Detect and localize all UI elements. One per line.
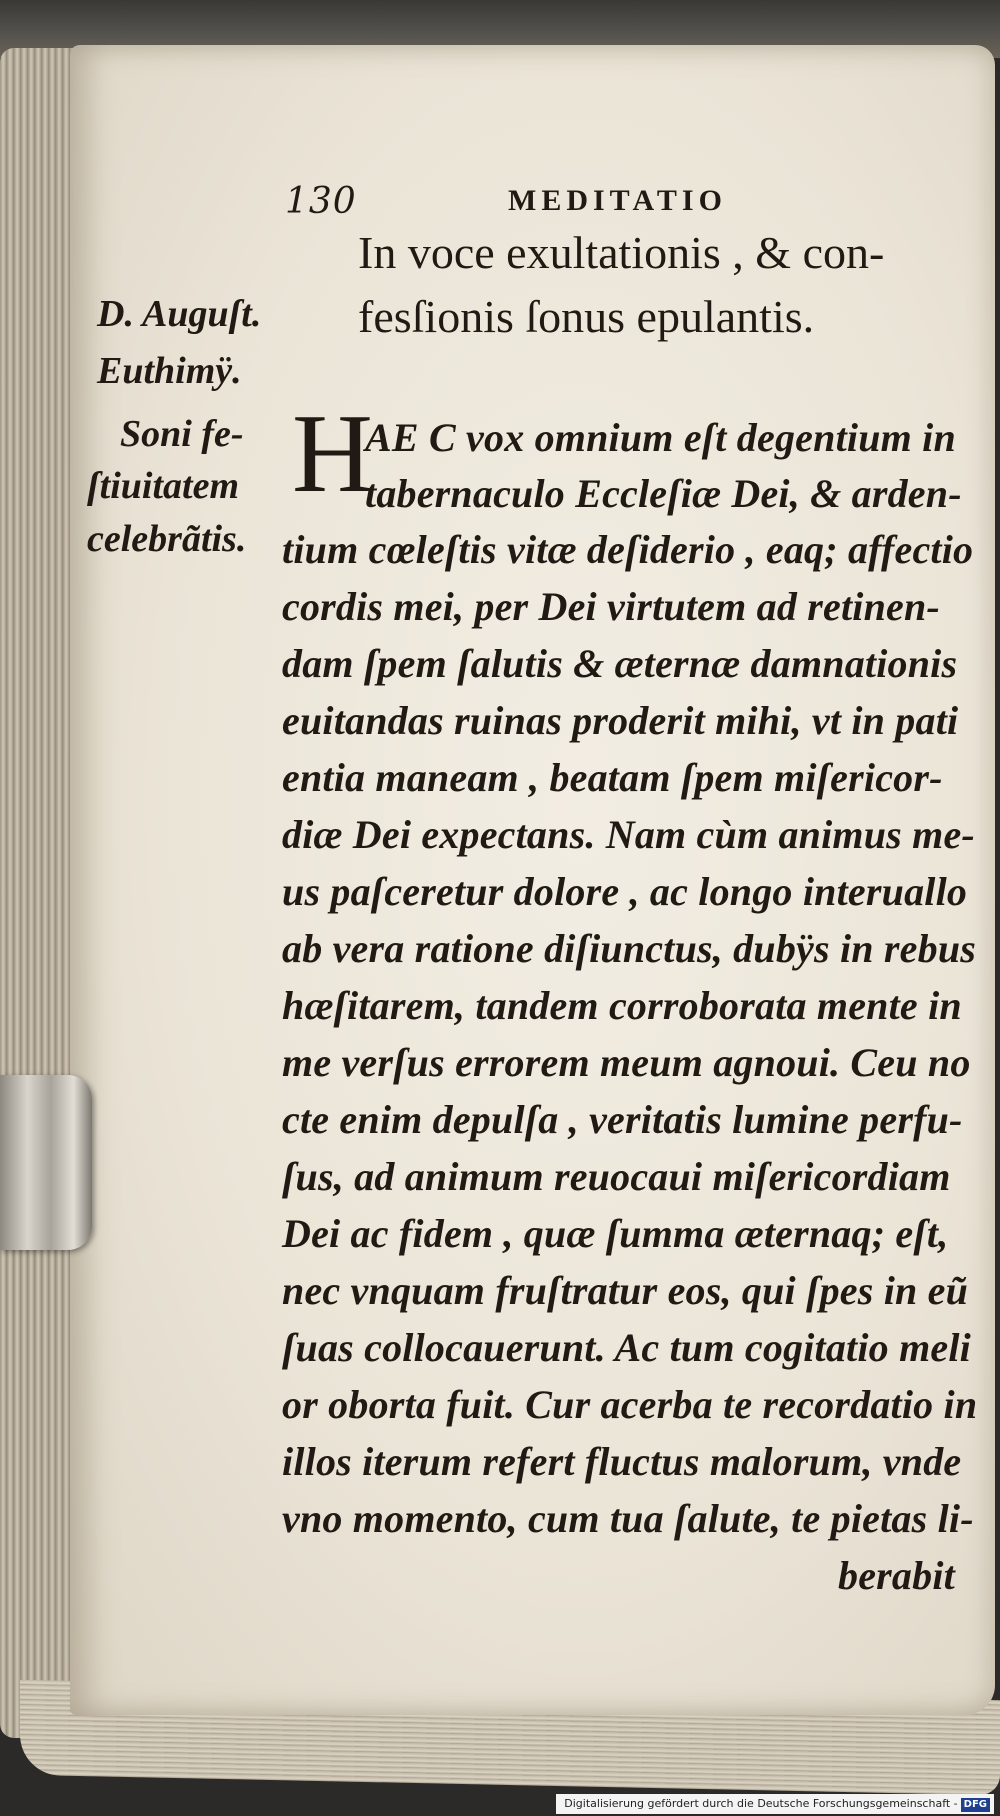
running-title: MEDITATIO	[508, 184, 727, 217]
digitization-credit	[556, 1794, 994, 1814]
body-line-13: cte enim depulſa , veritatis lumine perfu-	[282, 1097, 963, 1142]
marginal-note-line-2: Euthimÿ.	[97, 350, 242, 392]
body-line-7: entia maneam , beatam ſpem miſericor-	[282, 755, 943, 800]
marginal-note-line-4: ſtiuitatem	[87, 465, 239, 507]
page-number: 130	[285, 181, 357, 222]
page-clip	[0, 1075, 92, 1250]
body-line-12: me verſus errorem meum agnoui. Ceu no	[282, 1040, 971, 1085]
body-line-3: tium cœleſtis vitæ deſiderio , eaq; affectio	[282, 527, 974, 572]
body-line-10: ab vera ratione diſiunctus, dubÿs in rebus	[282, 926, 977, 971]
body-line-16: nec vnquam fruſtratur eos, qui ſpes in eũ	[282, 1268, 969, 1313]
body-line-2: tabernaculo Eccleſiæ Dei, & arden-	[365, 471, 962, 516]
body-line-18: or oborta fuit. Cur acerba te recordatio in	[282, 1382, 978, 1427]
body-line-8: diæ Dei expectans. Nam cùm animus me-	[282, 812, 975, 857]
body-line-20: vno momento, cum tua ſalute, te pietas li-	[282, 1496, 974, 1541]
body-line-19: illos iterum refert fluctus malorum, vnde	[282, 1439, 962, 1484]
body-line-4: cordis mei, per Dei virtutem ad retinen-	[282, 584, 940, 629]
credit-text: Digitalisierung gefördert durch die Deutsche Forschungsgemeinschaft -	[564, 1797, 958, 1810]
catchword: berabit	[838, 1553, 955, 1598]
body-line-6: euitandas ruinas proderit mihi, vt in pati	[282, 698, 959, 743]
body-line-11: hæſitarem, tandem corroborata mente in	[282, 983, 962, 1028]
body-line-1: AE C vox omnium eſt degentium in	[365, 415, 956, 460]
verse-line-1: In voce exultationis , & con-	[358, 227, 885, 278]
body-line-9: us paſceretur dolore , ac longo interuallo	[282, 869, 968, 914]
drop-cap: H	[292, 392, 373, 516]
verse-line-2: fesſionis ſonus epulantis.	[358, 291, 815, 342]
marginal-note-line-1: D. Auguſt.	[97, 293, 262, 335]
body-line-5: dam ſpem ſalutis & æternæ damnationis	[282, 641, 958, 686]
marginal-note-line-5: celebrãtis.	[87, 518, 247, 560]
marginal-note-line-3: Soni fe-	[120, 413, 244, 455]
dfg-logo: DFG	[961, 1798, 990, 1812]
body-line-14: ſus, ad animum reuocaui miſericordiam	[282, 1154, 951, 1199]
body-line-17: ſuas collocauerunt. Ac tum cogitatio meli	[282, 1325, 971, 1370]
body-line-15: Dei ac fidem , quæ ſumma æternaq; eſt,	[282, 1211, 949, 1256]
